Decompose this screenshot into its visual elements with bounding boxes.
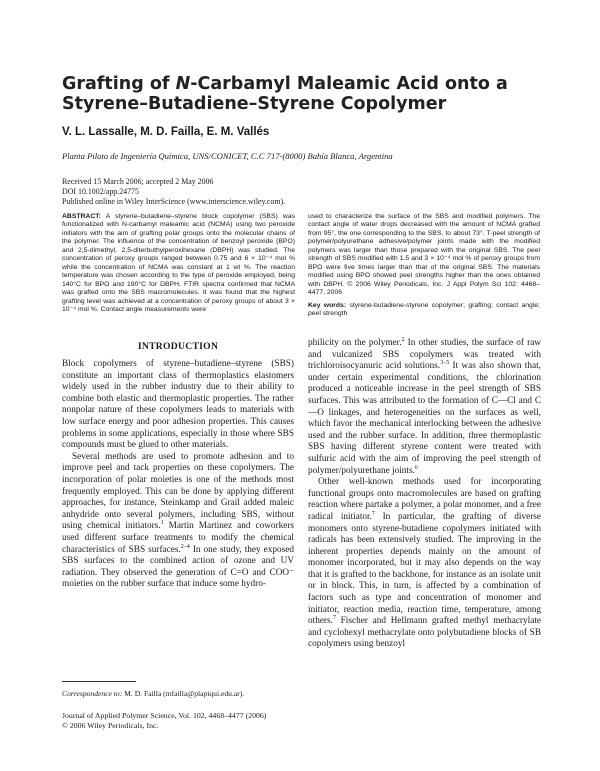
journal-citation: Journal of Applied Polymer Science, Vol. 102, 4468–4477 (2006) [62, 711, 267, 720]
intro-paragraph-1: Block copolymers of styrene–butadiene–styrene (SBS) constitute an important class of thermoplastics elastomers widely used in the rubber industry due to their ability to combine both elastic and thermoplastic properties. The rather nonpolar nature of these copolymers leads to materials with low surface energy and poor adhesion properties. This causes problems in some applications, especially in those where SBS compounds must be glued to other materials. [62, 359, 294, 451]
article-title [62, 74, 542, 114]
published-online: Published online in Wiley InterScience (www.interscience.wiley.com). [62, 197, 286, 206]
para3-text-a: philicity on the polymer. [308, 338, 402, 348]
citation: 2 [401, 336, 405, 343]
copyright: © 2006 Wiley Periodicals, Inc. [62, 721, 159, 731]
journal-info [62, 711, 266, 731]
body-right-column [308, 338, 541, 651]
abstract-right-text: used to characterize the surface of the SBS and modified polymers. The contact angle of water drops decreased with the amount of NCMA grafted from 95°, the one corresponding to the SBS, to about 73°. T-peel strength of polymer/polyurethane adhesive/polymer joints made with the modified polymers was larger than those prepared with the original SBS. The peel strength of SBS modified with 1.5 and 3 × 10⁻⁴ mol % of peroxy groups from BPO were five times larger than that of the original SBS. The materials modified using BPO showed peel strengths higher than the ones obtained with DBPH. © 2006 Wiley Periodicals, Inc. J Appl Polym Sci 102: 4468–4477, 2006 [308, 213, 540, 297]
para2-text-a: Several methods are used to promote adhesion and to improve peel and tack properties on these copolymers. The incorporation of polar moieties is one of the methods most frequently employed. This can be done by applying different approaches, for instance, Steinkamp and Grail added maleic anhydride onto several polymers, including SBS, without using chemical initiators. [62, 451, 294, 532]
intro-paragraph-2 [62, 452, 294, 591]
title-line2: Styrene–Butadiene–Styrene Copolymer [62, 94, 447, 114]
author-list: V. L. Lassalle, M. D. Failla, E. M. Vallés [62, 126, 270, 138]
affiliation: Planta Piloto de Ingeniería Química, UNS/CONICET, C.C 717-(8000) Bahía Blanca, Argentina [62, 151, 393, 161]
received-date: Received 15 March 2006; accepted 2 May 2006 [62, 177, 214, 186]
abstract [62, 213, 540, 317]
abstract-left-text: A styrene–butadiene–styrene block copolymer (SBS) was functionalized with N-carbamyl maleamic acid (NCMA) using two peroxide initiators with the aim of grafting polar groups onto the molecular chains of the polymer. The influence of the concentration of benzoyl peroxide (BPO) and 2,5-dimethyl, 2,5-diterbuthylperoxihexane (DBPH) was studied. The concentration of peroxy groups ranged between 0.75 and 6 × 10⁻⁴ mol % while the concentration of NCMA was constant at 1 wt %. The reaction temperature was chosen according to the type of peroxide employed, being 140°C for BPO and 190°C for DBPH. FTIR spectra confirmed that NCMA was grafted onto the SBS macromolecules. It was found that the highest grafting level was achieved at a concentration of peroxy groups of about 3 × 10⁻⁴ mol %. Contact angle measurements were [62, 213, 295, 313]
abstract-heading: ABSTRACT: [62, 213, 101, 220]
citation: 1 [160, 520, 164, 527]
correspondence-text: M. D. Failla (mfailla@plapiqui.edu.ar). [122, 689, 245, 698]
citation: 3–5 [440, 360, 450, 367]
abstract-left-column [62, 213, 295, 314]
correspondence-footnote [62, 689, 244, 699]
abstract-right-column [308, 213, 540, 318]
intro-paragraph-3 [308, 338, 541, 477]
body-left-column [62, 359, 294, 591]
para3-text-b: In other studies, the surface of raw and vulcanized SBS copolymers was treated with trichloroisocyanuric acid solutions. [308, 338, 541, 372]
para3-text-c: It was also shown that, under certain experimental conditions, the chlorination produced a noticeable increase in the peel strength of SBS surfaces. This was attributed to the formation of C—Cl and C—O linkages, and heterogeneities on the surfaces as well, which favor the mechanical interlocking between the adhesive used and the rubber surface. In addition, three thermoplastic SBS having different styrene content were treated with sulfuric acid with the aim of improving the peel strength of polymer/polyurethane joints. [308, 361, 541, 476]
article-metadata [62, 177, 285, 207]
correspondence-label: Correspondence to: [62, 689, 123, 698]
footnote-divider [62, 681, 136, 682]
intro-paragraph-4 [308, 477, 541, 651]
citation: 7 [371, 510, 375, 517]
para4-text-b: In particular, the grafting of diverse monomers onto styrene-butadiene copolymers initiated with radicals has been extensively studied. The improving in the inherent properties depends mainly on the amount of monomer incorporated, but it may also depends on the way that it is grafted to the backbone, for instance as an isolate unit or in block. This, in turn, is affected by a combination of factors such as type and concentration of monomer and initiator, reaction media, reaction time, temperature, among others. [308, 511, 541, 627]
title-part2: -Carbamyl Maleamic Acid onto a [190, 74, 508, 94]
doi: DOI 10.1002/app.24775 [62, 187, 139, 196]
citation: 7 [332, 615, 336, 622]
para2-text-b: Martin Martinez and coworkers used different surface treatments to modify the chemical characteristics of SBS surfaces. [62, 521, 295, 555]
citation: 6 [414, 464, 418, 471]
keywords-label: Key words: [308, 301, 347, 309]
title-italic: N [175, 74, 191, 94]
para4-text-c: Fischer and Hellmann grafted methyl methacrylate and cyclohexyl methacrylate onto polybutadiene blocks of SB copolymers using benzoyl [308, 616, 541, 650]
introduction-heading: INTRODUCTION [137, 341, 219, 352]
title-part1: Grafting of [62, 74, 176, 94]
keywords [308, 302, 540, 319]
citation: 2–4 [180, 543, 190, 550]
para4-text-a: Other well-known methods used for incorporating functional groups onto macromolecules are based on grafting reaction where partake a polymer, a polar monomer, and a free radical initiator. [308, 477, 541, 522]
keywords-text: styrene-butadiene-styrene copolymer; grafting; contact angle; peel strength [308, 301, 540, 317]
para2-text-c: In one study, they exposed SBS surfaces to the combined action of ozone and UV radiation. They observed the generation of C=O and COO⁻ moieties on the rubber surface that induce some hydro- [62, 544, 294, 590]
